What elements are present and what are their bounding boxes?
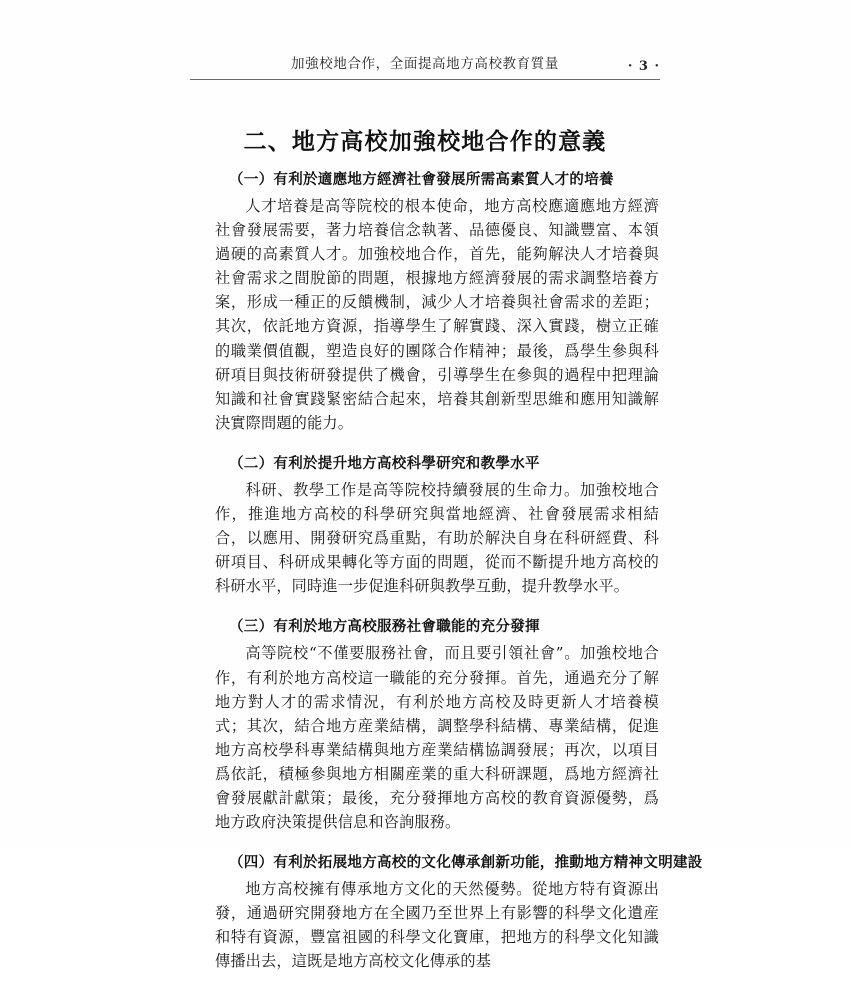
section-three-heading: （三）有利於地方高校服務社會職能的充分發揮: [229, 619, 540, 636]
section-one-heading: （一）有利於適應地方經濟社會發展所需高素質人才的培養: [229, 172, 614, 188]
page-title: 二、地方高校加強校地合作的意義: [243, 129, 607, 156]
section-four-heading: （四）有利於拓展地方高校的文化傳承創新功能，推動地方精神文明建設: [229, 855, 703, 872]
section-four: [215, 851, 703, 973]
section-two-heading: （二）有利於提升地方高校科學研究和教學水平: [229, 455, 540, 472]
section-two: [215, 452, 659, 598]
running-header-title: 加強校地合作，全面提高地方高校教育質量: [291, 56, 559, 72]
section-three-paragraph: 高等院校“不僅要服務社會，而且要引領社會”。加強校地合作，有利於地方高校這一職能的充分發揮。首先，通過充分了解地方對人才的需求情況，有利於地方高校及時更新人才培養模式；其次，結合地方産業結構，調整學科結構、專業結構，促進地方高校學科專業結構與地方産業結構協調發展；再次，以項目爲依託，積極參與地方相關産業的重大科研課題，爲地方經濟社會發展獻計獻策；最後，充分發揮地方高校的教育資源優勢，爲地方政府決策提供信息和咨詢服務。: [215, 644, 659, 832]
page-number: · 3 ·: [627, 59, 660, 74]
section-one: [215, 168, 659, 435]
running-header: [190, 52, 660, 80]
section-one-paragraph: 人才培養是高等院校的根本使命，地方高校應適應地方經濟社會發展需要，著力培養信念執著、品德優良、知識豐富、本領過硬的高素質人才。加強校地合作，首先，能夠解決人才培養與社會需求之間脫節的問題，根據地方經濟發展的需求調整培養方案，形成一種正的反饋機制，減少人才培養與社會需求的差距；其次，依託地方資源，指導學生了解實踐、深入實踐，樹立正確的職業價值觀，塑造良好的團隊合作精神；最後，爲學生參與科研項目與技術研發提供了機會，引導學生在參與的過程中把理論知識和社會實踐緊密結合起來，培養其創新型思維和應用知識解決實際問題的能力。: [215, 197, 659, 432]
section-four-paragraph: 地方高校擁有傳承地方文化的天然優勢。從地方特有資源出發，通過研究開發地方在全國乃至世界上有影響的科學文化遺産和特有資源，豐富祖國的科學文化寶庫，把地方的科學文化知識傳播出去，這既是地方高校文化傳承的基: [215, 880, 659, 971]
section-three: [215, 615, 659, 834]
section-two-paragraph: 科研、教學工作是高等院校持續發展的生命力。加強校地合作，推進地方高校的科學研究與當地經濟、社會發展需求相結合，以應用、開發研究爲重點，有助於解決自身在科研經費、科研項目、科研成果轉化等方面的問題，從而不斷提升地方高校的科研水平，同時進一步促進科研與教學互動，提升教學水平。: [215, 480, 659, 596]
running-header-row: [190, 52, 660, 74]
body-content: [215, 168, 703, 991]
header-divider-rule: [190, 79, 660, 80]
